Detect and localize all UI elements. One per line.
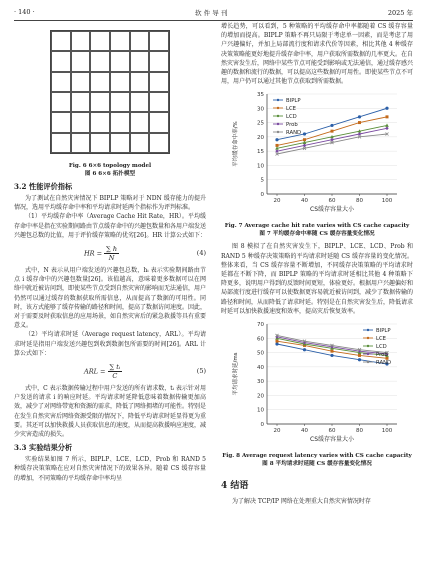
legend-marker [367,345,369,347]
arl-definition: （2）平均请求时延（Average request latency，ARL）。平均请求时延是指用户端发送兴趣包到收到数据包所需要的时间[26]。ARL 计算公式如下： [14,331,206,357]
legend-label: LCE [376,336,386,343]
hr-explanation: 式中，N 表示从用户端发送的兴趣包总数，hᵢ 表示实验期间路由节点 i 缓存命中的兴趣包数量[26]。该值越高，意味着更多数据可以在网络中就近被访问到，即使某些节点受到自然灾害的影响而无法通信，用户仍然可以通过缓存的数据获取所需信息，从而提高了数据的可用性。同时，该方式能够了缓存传输的路径和时间，提高了数据访问速度。因此，对于需要及时获取信息的应用场景，如自然灾害后的紧急救援等具有重要意义。 [14,267,206,330]
x-tick-label: 40 [301,428,308,435]
arl-explanation: 式中，C 表示数据传输过程中用户发送的所有请求数，tᵢ 表示针对用户发送的请求 i 的响应时延。平均请求时延降低意味着数据传输更加高效，减少了对网络带宽和资源的需求，降低了网络拥堵的可能性。特别是在发生自然灾害后网络资源受限的情况下，降低平均请求时延显得更为重要。其还可以加快救援人员获取信息的速度，从而提高救援响应速度，减少灾害造成的损失。 [14,385,206,439]
page-header [14,6,413,21]
data-point-biplp [275,342,278,345]
grid-cell [149,72,169,92]
page-number: · 140 · [14,8,35,16]
y-tick-label: 50 [257,350,264,357]
figure-8-discussion: 图 8 模拟了在自然灾害发生下，BIPLP、LCE、LCD、Prob 和 RAND 5 种缓存决策策略的平均请求时延随 CS 缓存容量的变化情况。整体来看，当 CS 缓存容量不断增加，不同缓存决策策略的平均请求时延都在不断下降，而 BIPLP 策略的平均请求时延相比其他 4 种策略下降更多，说明用户得到的反馈时间更短，体验更好。根据用户兴趣偏好和局部流行度进行缓存可以使数据更容易就近被访问到，减少了数据传输的路径和时间，从而降低了请求时延。特别是在自然灾害发生后，降低请求时延可以加快救援速度和效率，提高灾后恢复效率。 [221,243,413,315]
results-continued: 增长趋势，可以看到，5 种策略的平均缓存命中率都随着 CS 缓存容量的增加而提高。BIPLP 策略不再只局限于考虑单一因素，而是考虑了用户兴趣偏好，并加上局部流行度和请求代价等因素，相比其他 4 种缓存决策策略能更好地提升缓存命中率，用户获取所需数据的几率更大。在自然灾害发生后，网络中某些节点可能受到影响或无法通信，通过缓存感兴趣的数据和流行的数据，可以提高这些数据的可用性。即使某些节点不可用，用户仍可以通过其他节点获取到所需数据。 [221,23,413,86]
x-axis-label: CS缓存容量大小 [310,436,354,444]
legend-label: LCE [286,106,296,113]
y-tick-label: 15 [257,149,264,156]
x-tick-label: 60 [328,428,336,435]
grid-cell [71,31,91,51]
grid-cell [149,92,169,112]
grid-cell [71,92,91,112]
grid-cell [90,112,110,132]
x-axis-label: CS缓存容量大小 [310,206,354,214]
y-tick-label: 35 [257,92,264,99]
y-tick-label: 30 [257,106,264,113]
figure-8-chart [221,316,413,448]
grid-cell [90,72,110,92]
y-axis-label: 平均缓存命中率/% [233,121,239,168]
data-point-biplp [385,107,388,110]
legend-label: Prob [286,122,298,129]
topology-grid [50,30,170,154]
figure-7-caption-zh: 图 7 平均缓存命中率随 CS 缓存容量变化情况 [259,231,375,238]
data-point-biplp [303,133,306,136]
conclusion-paragraph: 为了解决 TCP/IP 网络在处理重大自然灾害情况时存 [232,498,371,506]
x-tick-label: 40 [301,198,308,205]
grid-cell [130,133,150,153]
grid-cell [90,31,110,51]
y-tick-label: 20 [257,135,264,142]
grid-cell [149,31,169,51]
legend-marker [367,329,369,331]
y-tick-label: 30 [257,379,264,386]
legend-marker [277,107,279,109]
eq5-label: (5) [196,367,206,376]
grid-cell [71,72,91,92]
equation-5 [14,360,206,382]
grid-cell [110,72,130,92]
legend-label: RAND [286,130,302,137]
legend-marker [367,361,369,363]
eq5-numerator: ∑ tᵢ [109,362,121,371]
grid-cell [71,112,91,132]
y-axis-label: 平均请求时延/ms [233,352,239,396]
grid-cell [51,72,71,92]
grid-cell [149,133,169,153]
grid-cell [71,51,91,71]
grid-cell [110,112,130,132]
eq4-label: (4) [196,249,206,258]
y-tick-label: 0 [260,192,264,199]
section-4-title: 4 结语 [221,481,249,492]
y-tick-label: 20 [257,393,264,400]
data-point-lcd [385,124,389,127]
grid-cell [51,112,71,132]
y-tick-label: 70 [257,322,264,329]
grid-cell [90,51,110,71]
x-tick-label: 80 [356,198,363,205]
grid-cell [130,72,150,92]
equation-4 [14,242,206,264]
data-point-biplp [330,124,333,127]
eq5-denominator: C [112,371,118,380]
legend-marker [367,337,369,339]
data-point-lce [386,116,389,119]
eq4-denominator: N [108,253,115,262]
y-tick-label: 10 [257,407,264,414]
data-point-prob [385,127,388,131]
figure-6-caption-en: Fig. 6 6×6 topology model [68,163,152,169]
section-3-3-title: 3.3 实验结果分析 [14,443,73,453]
section-3-2-intro: 为了测试在自然灾害情况下 BIPLP 策略对于 NDN 缓存能力的提升情况，选用平均缓存命中率和平均请求时延两个指标作为评判标准。 [14,195,206,212]
data-point-lce [276,340,279,343]
left-column [14,22,206,571]
data-point-biplp [358,358,361,361]
data-point-biplp [275,139,278,142]
grid-cell [51,31,71,51]
legend-label: Prob [376,352,388,359]
grid-cell [51,133,71,153]
data-point-lce [331,130,334,133]
figure-8-caption-en: Fig. 8 Average request latency varies with CS cache capacity [222,453,412,460]
grid-cell [90,92,110,112]
y-tick-label: 10 [257,163,264,170]
right-column [221,22,413,571]
figure-6 [14,22,206,162]
grid-cell [130,112,150,132]
figure-6-caption-zh: 图 6 6×6 拓扑模型 [84,171,136,177]
x-tick-label: 100 [381,428,393,435]
journal-year: 2025 年 [387,8,413,17]
x-tick-label: 80 [356,428,363,435]
legend-marker [277,123,279,125]
results-paragraph: 实验结果如图 7 所示，BIPLP、LCE、LCD、Prob 和 RAND 5 种缓存决策策略在应对自然灾害情况下的效果各异。随着 CS 缓存容量的增加，不同策略的平均缓存命中率均呈 [14,456,206,482]
figure-7-chart [221,86,413,218]
grid-cell [51,92,71,112]
grid-cell [51,51,71,71]
eq5-lhs: ARL = [84,367,106,376]
y-tick-label: 0 [260,422,264,429]
journal-name: 软 件 导 刊 [195,8,228,17]
grid-cell [149,51,169,71]
grid-cell [130,92,150,112]
grid-cell [90,133,110,153]
data-point-lce [358,121,361,124]
data-point-lce [358,354,361,357]
x-tick-label: 100 [381,198,393,205]
data-point-biplp [358,116,361,119]
grid-cell [110,133,130,153]
y-tick-label: 60 [257,336,264,343]
section-3-2-title: 3.2 性能评价指标 [14,182,73,191]
data-point-biplp [303,348,306,351]
y-tick-label: 25 [257,120,264,127]
grid-cell [110,31,130,51]
data-point-lce [331,350,334,353]
hr-definition: （1）平均缓存命中率（Average Cache Hit Rate，HR）。平均缓存命中率是指在实验期间路由节点缓存命中的兴趣包数量和各用户端发送兴趣包总数的比值，用于评价缓存策略的优劣[26]。HR 计算公式如下： [14,213,206,239]
legend-label: RAND [376,360,392,367]
legend-label: LCD [286,114,297,121]
grid-cell [130,51,150,71]
grid-cell [149,112,169,132]
grid-cell [110,51,130,71]
grid-cell [71,133,91,153]
x-tick-label: 60 [328,198,336,205]
figure-7-caption-en: Fig. 7 Average cache hit rate varies with CS cache capacity [224,223,410,230]
x-tick-label: 20 [273,198,281,205]
x-tick-label: 20 [273,428,281,435]
grid-cell [110,92,130,112]
y-tick-label: 5 [260,178,264,185]
legend-label: BIPLP [376,328,391,335]
y-tick-label: 40 [257,364,264,371]
legend-marker [277,99,279,101]
legend-marker [277,131,279,133]
legend-marker [277,115,279,117]
figure-8-caption-zh: 图 8 平均请求时延随 CS 缓存容量变化情况 [262,461,372,468]
data-point-biplp [330,354,333,357]
eq4-numerator: ∑ h [106,244,118,253]
grid-cell [130,31,150,51]
eq4-lhs: HR = [84,249,103,258]
legend-marker [367,353,369,355]
legend-label: BIPLP [286,98,301,105]
legend-label: LCD [376,344,387,351]
